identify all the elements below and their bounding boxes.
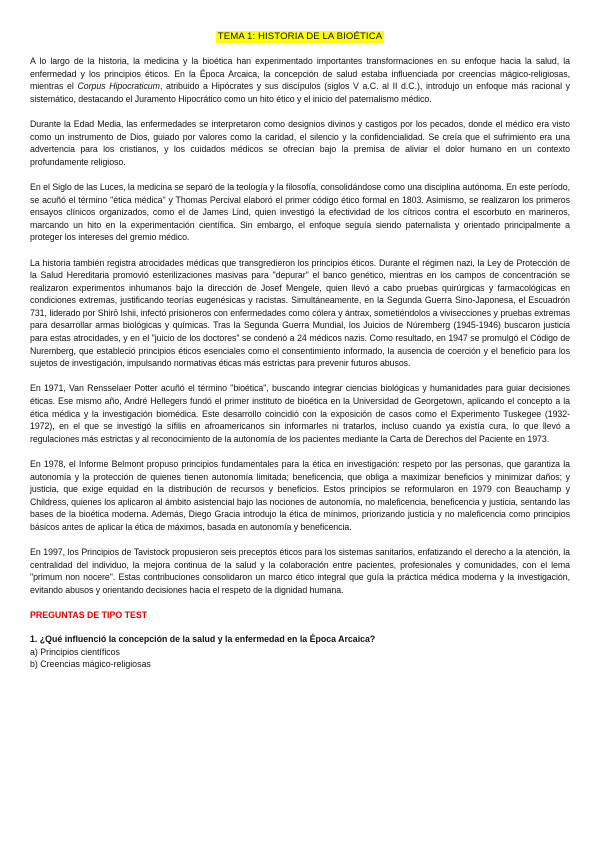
paragraph-7: En 1997, los Principios de Tavistock propusieron seis preceptos éticos para los sistemas sanitarios, enfatizando el derecho a la atención, la centralidad del individuo, la mejora continua de la salud y la colaboración entre pacientes, profesionales y comunidades, con el lema "primum non nocere". Estas contribuciones consolidaron un marco ético integral que guía la práctica médica moderna y la investigación, evitando abusos y orientando decisiones hacia el respeto de la dignidad humana. [30,547,570,595]
paragraph-1-italic-term: Corpus Hipocraticum [77,81,160,92]
title-container [30,26,570,42]
paragraph-1-text-start: A lo largo de la historia, la medicina y la bioética han experimentado importantes transformaciones en su enfoque hacia la salud, la enfermedad y los principios éticos. En la Época Arcaica, la concepción de salud estaba influenciada por creencias mágico-religiosas, mientras el [30,56,570,92]
page-title: TEMA 1: HISTORIA DE LA BIOÉTICA [217,31,383,42]
answer-option-b: b) Creencias mágico-religiosas [30,659,151,670]
question-block [30,633,570,671]
paragraph-1 [30,55,570,105]
paragraph-6: En 1978, el Informe Belmont propuso principios fundamentales para la ética en investigación: respeto por las personas, que garantiza la autonomía y la protección de quienes tienen autonomía limitada; beneficencia, que obliga a maximizar beneficios y minimizar daños; y justicia, que exige equidad en la distribución de recursos y beneficios. Estos principios se reformularon en 1979 con Beauchamp y Childress, quienes los aplicaron al ámbito asistencial bajo las nociones de autonomía, no maleficencia, beneficencia y justicia, sentando las bases de la bioética moderna. Además, Diego Gracia introdujo la ética de mínimos, priorizando justicia y no maleficencia como principios básicos antes de aplicar la ética de máximos, basada en autonomía y beneficencia. [30,459,570,532]
question-text: 1. ¿Qué influenció la concepción de la salud y la enfermedad en la Época Arcaica? [30,634,376,645]
paragraph-1-text-end: , atribuido a Hipócrates y sus discípulos (siglos V a.C. al II d.C.), introdujo un enfoque más racional y sistemático, destacando el Juramento Hipocrático como un hito ético y el inicio del paternalismo médico. [30,81,570,104]
paragraph-3: En el Siglo de las Luces, la medicina se separó de la teología y la filosofía, consolidándose como una disciplina autónoma. En este período, se acuñó el término "ética médica" y Thomas Percival elaboró el primer código ético formal en 1803. Asimismo, se realizaron los primeros ensayos clínicos organizados, como el de James Lind, quien investigó la efectividad de los cítricos contra el escorbuto en marineros, marcando un hito en la experimentación científica. Sin embargo, el enfoque seguía siendo paternalista y orientado principalmente a proteger los intereses del gremio médico. [30,181,570,243]
paragraph-4: La historia también registra atrocidades médicas que transgredieron los principios éticos. Durante el régimen nazi, la Ley de Protección de la Salud Hereditaria promovió esterilizaciones masivas para "depurar" el banco genético, mientras en los campos de concentración se realizaron experimentos inhumanos bajo la dirección de Josef Mengele, quien llevó a cabo pruebas quirúrgicas y farmacológicas en condiciones extremas, justificando teorías eugenésicas y racistas. Simultáneamente, en la Segunda Guerra Sino-Japonesa, el Escuadrón 731, liderado por Shirō Ishii, infectó prisioneros con enfermedades como cólera y ántrax, sometiéndolos a vivisecciones y pruebas extremas para desarrollar armas biológicas y químicas. Tras la Segunda Guerra Mundial, los Juicios de Núremberg (1945-1946) buscaron justicia para estas atrocidades, y en el "juicio de los doctores" se condenó a 24 médicos nazis. Como resultado, en 1947 se promulgó el Código de Nuremberg, que estableció principios éticos esenciales como el consentimiento informado, la ausencia de coerción y el beneficio para los sujetos de investigación, impulsando normativas éticas más estrictas para prevenir futuros abusos. [30,257,570,369]
paragraph-2: Durante la Edad Media, las enfermedades se interpretaron como designios divinos y castigos por los pecados, donde el médico era visto como un instrumento de Dios, guiado por valores como la caridad, el silencio y la confidencialidad. Se creía que el sufrimiento era una advertencia para los cristianos, y los cuidados médicos se ofrecían bajo la premisa de aliviar el dolor humano en un contexto profundamente religioso. [30,118,570,167]
test-section-heading: PREGUNTAS DE TIPO TEST [30,610,148,621]
paragraph-5: En 1971, Van Rensselaer Potter acuñó el término "bioética", buscando integrar ciencias biológicas y humanidades para guiar decisiones éticas. Ese mismo año, André Hellegers fundó el primer instituto de bioética en la Universidad de Georgetown, aplicando el concepto a la ética médica y la investigación biomédica. Este desarrollo coincidió con la exposición de casos como el Experimento Tuskegee (1932-1972), en el que se investigó la sífilis en afroamericanos sin informarles ni tratarlos, incluso cuando ya existía cura, lo que llevó a regulaciones más estrictas y al reconocimiento de la autonomía de los pacientes mediante la Carta de Derechos del Paciente en 1973. [30,383,570,444]
answer-option-a: a) Principios científicos [30,646,120,657]
